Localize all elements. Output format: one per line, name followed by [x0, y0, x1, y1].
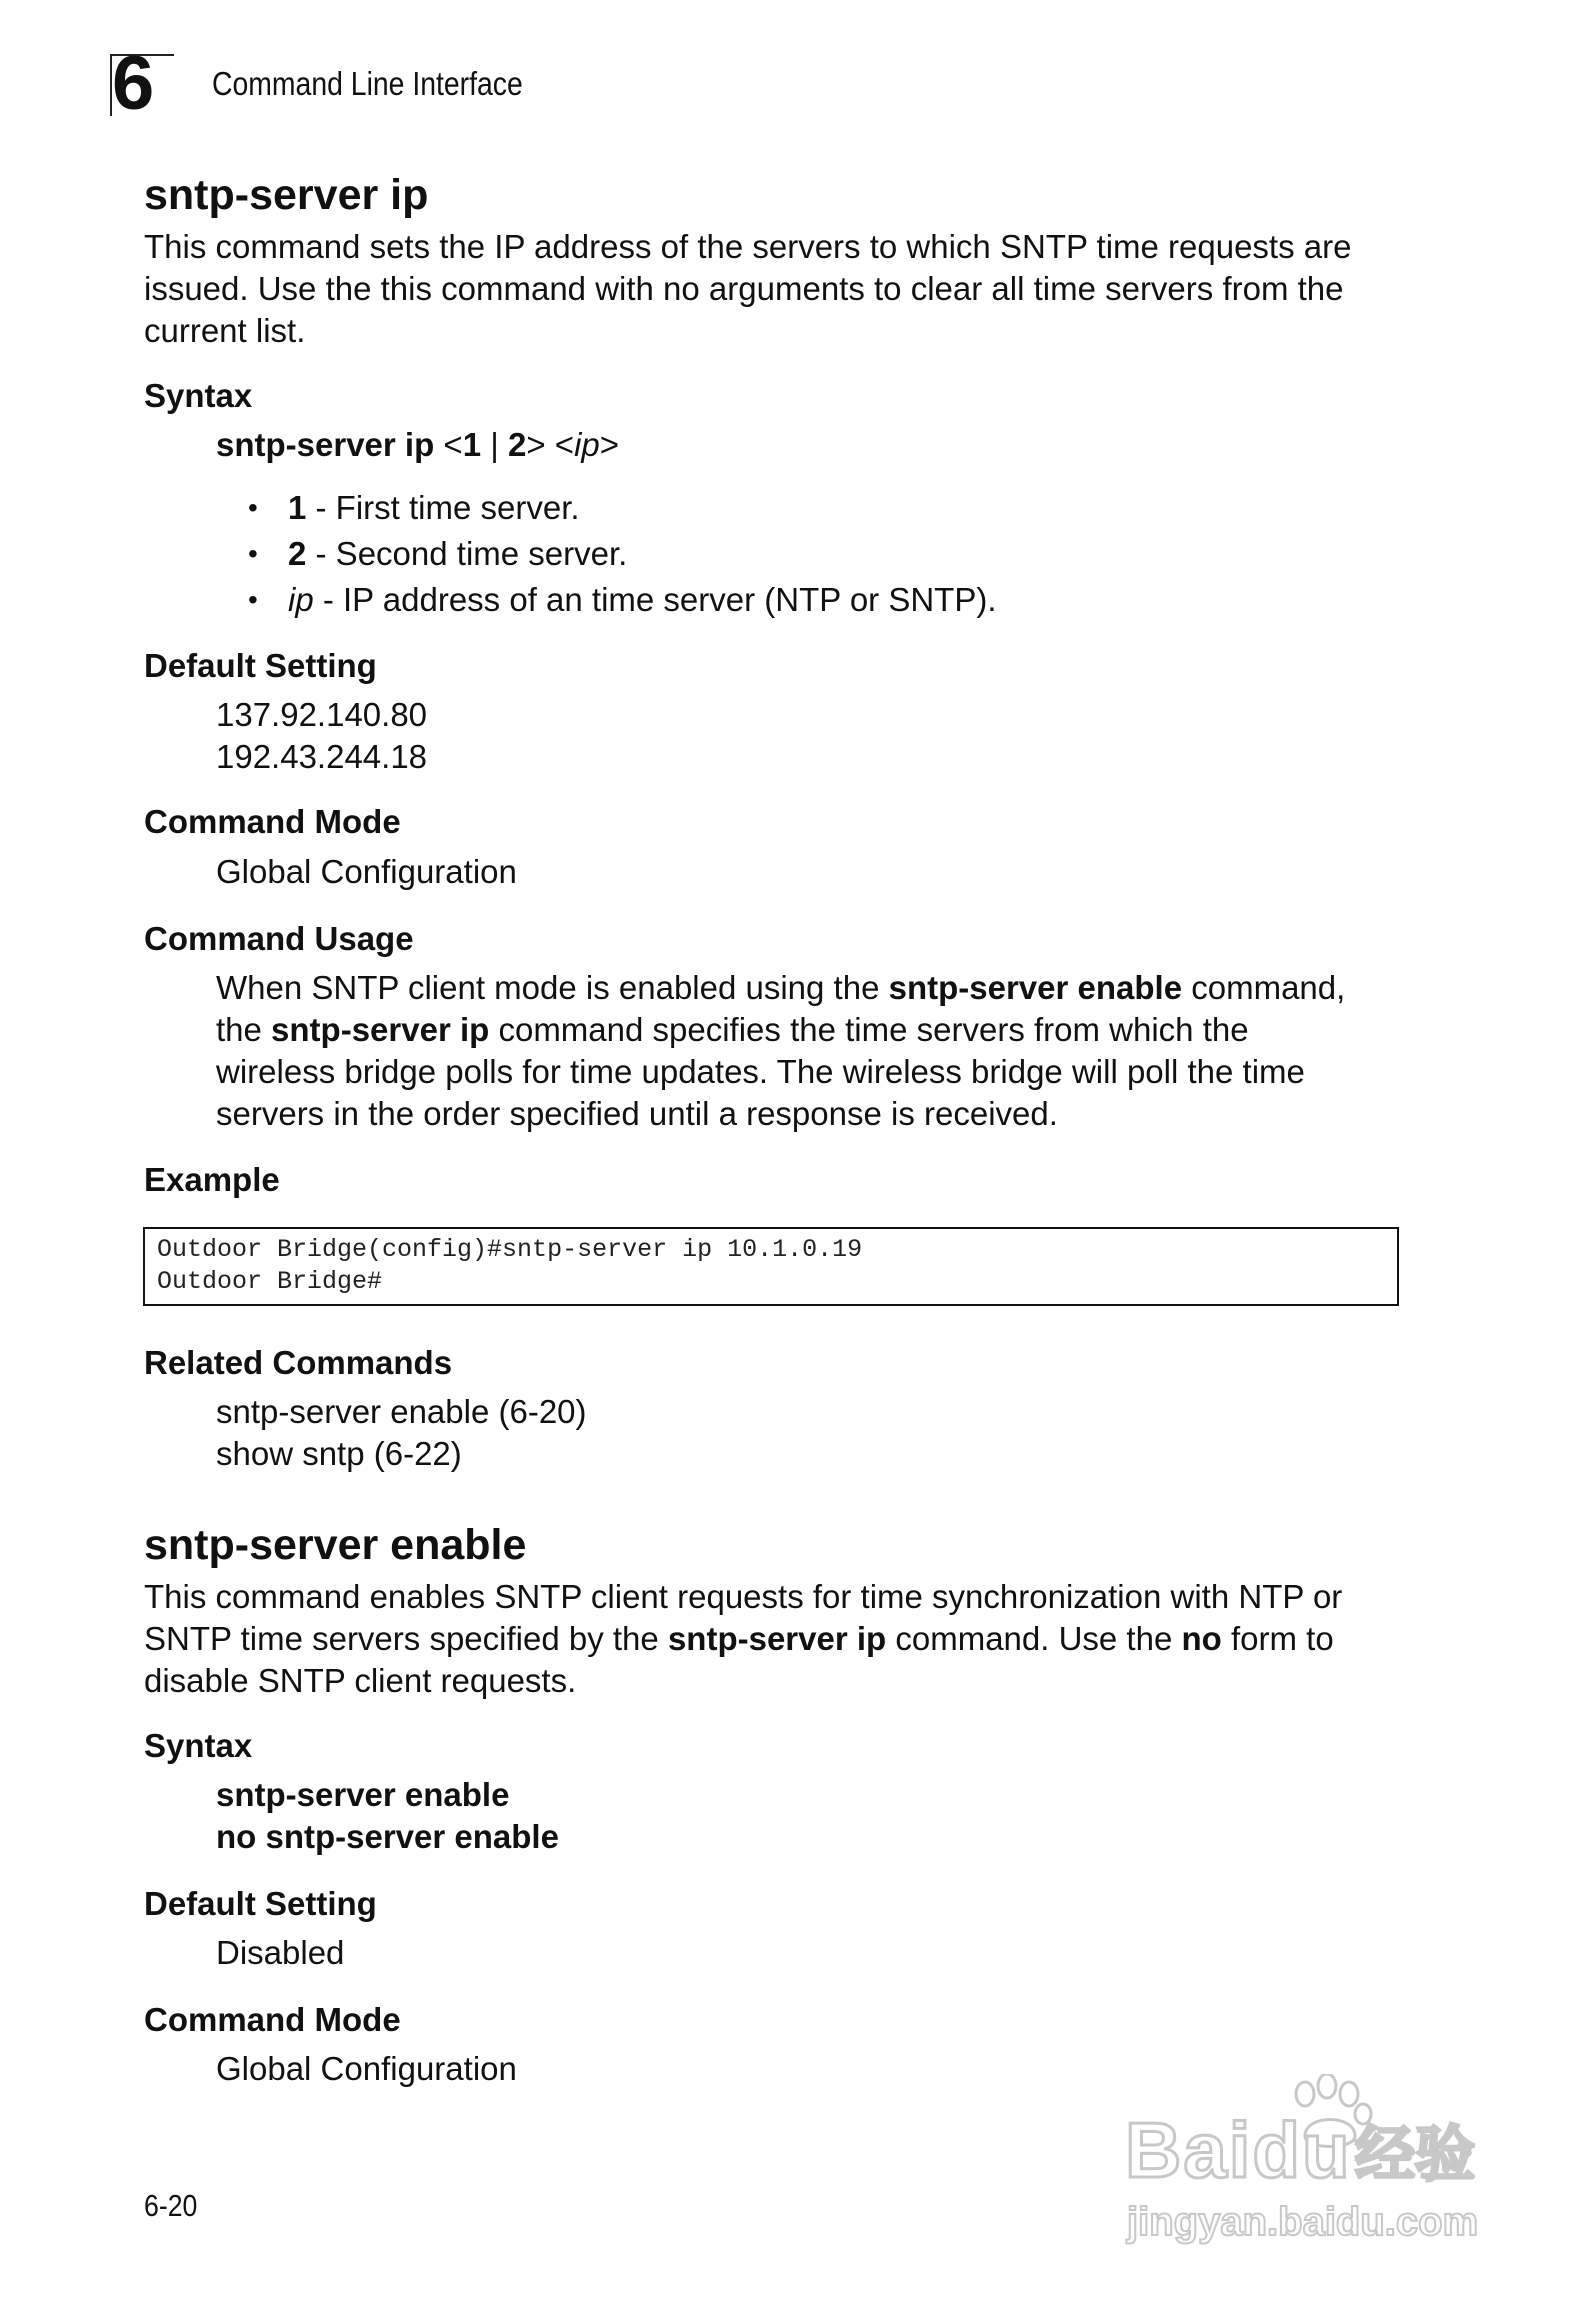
text-span: SNTP time servers specified by the	[144, 1620, 668, 1657]
watermark-brand-du: du	[1252, 2106, 1352, 2194]
syntax-pipe: |	[481, 426, 508, 463]
default-value: 192.43.244.18	[216, 738, 428, 775]
code-line: Outdoor Bridge#	[157, 1267, 383, 1296]
example-heading: Example	[144, 1161, 280, 1198]
command-ref: sntp-server ip	[667, 1620, 887, 1657]
watermark-brand-cn: 经验	[1355, 2121, 1475, 2188]
command-mode-value: Global Configuration	[216, 2050, 517, 2087]
text-line	[216, 967, 1416, 1009]
bullet-term: ip	[288, 581, 314, 618]
syntax-heading: Syntax	[144, 1727, 253, 1764]
syntax-parameter: ip	[574, 426, 600, 463]
syntax-option: 2	[507, 426, 527, 463]
chapter-title: Command Line Interface	[212, 65, 523, 102]
text-span: command,	[1182, 969, 1346, 1006]
command-mode-heading: Command Mode	[144, 803, 401, 840]
bullet-term: 1	[288, 489, 307, 526]
default-setting-values	[216, 694, 1416, 778]
syntax-bracket: >	[526, 426, 546, 463]
bullet-desc: - First time server.	[306, 489, 580, 526]
syntax-bracket: >	[599, 426, 620, 463]
syntax-lines	[216, 1774, 1416, 1858]
chapter-number: 6	[112, 41, 153, 126]
related-commands-heading: Related Commands	[144, 1344, 453, 1381]
code-line: Outdoor Bridge(config)#sntp-server ip 10.1.0.19	[157, 1235, 863, 1264]
text-line: wireless bridge polls for time updates. The wireless bridge will poll the time	[216, 1053, 1305, 1090]
text-span: the	[216, 1011, 272, 1048]
command-mode-value: Global Configuration	[216, 853, 517, 890]
command-usage-text	[216, 967, 1416, 1135]
syntax-bracket: <	[434, 426, 463, 463]
related-command: show sntp (6-22)	[216, 1435, 462, 1472]
syntax-command: sntp-server enable	[216, 1776, 510, 1813]
text-line: current list.	[144, 312, 306, 349]
bullet-term: 2	[288, 535, 307, 572]
watermark-brand-latin: Bai	[1125, 2106, 1253, 2194]
default-setting-value: Disabled	[216, 1934, 345, 1971]
section-title-sntp-server-enable: sntp-server enable	[144, 1521, 527, 1569]
watermark-brand	[1125, 2106, 1352, 2194]
command-ref: sntp-server ip	[271, 1011, 490, 1048]
syntax-line	[216, 424, 1416, 466]
related-command: sntp-server enable (6-20)	[216, 1393, 587, 1430]
section-title-sntp-server-ip: sntp-server ip	[144, 171, 429, 219]
text-span: form to	[1221, 1620, 1334, 1657]
text-line	[144, 1618, 1424, 1660]
command-usage-heading: Command Usage	[144, 920, 414, 957]
text-line: servers in the order specified until a response is received.	[216, 1095, 1058, 1132]
syntax-heading: Syntax	[144, 377, 253, 414]
default-setting-heading: Default Setting	[144, 647, 377, 684]
syntax-command: no sntp-server enable	[216, 1818, 559, 1855]
text-line: issued. Use the this command with no arguments to clear all time servers from the	[144, 270, 1344, 307]
bullet-desc: - IP address of an time server (NTP or SNTP).	[313, 581, 997, 618]
example-code-block	[143, 1227, 1399, 1306]
bullet-icon: •	[248, 538, 258, 569]
text-line: disable SNTP client requests.	[144, 1662, 577, 1699]
bullet-icon: •	[248, 492, 258, 523]
section2-description	[144, 1576, 1424, 1702]
text-span: command specifies the time servers from which the	[489, 1011, 1249, 1048]
text-line: This command enables SNTP client requests for time synchronization with NTP or	[144, 1578, 1343, 1615]
text-line	[216, 1009, 1416, 1051]
section1-description	[144, 226, 1424, 352]
default-setting-heading: Default Setting	[144, 1885, 377, 1922]
text-span: command. Use the	[886, 1620, 1182, 1657]
command-ref: no	[1181, 1620, 1222, 1657]
syntax-option: 1	[462, 426, 482, 463]
bullet-icon: •	[248, 584, 258, 615]
baidu-jingyan-watermark	[1125, 2080, 1505, 2250]
syntax-command: sntp-server ip	[216, 426, 435, 463]
syntax-bracket: <	[545, 426, 575, 463]
page-number: 6-20	[144, 2188, 198, 2223]
bullet-desc: - Second time server.	[306, 535, 628, 572]
command-mode-heading: Command Mode	[144, 2001, 401, 2038]
command-ref: sntp-server enable	[888, 969, 1183, 1006]
default-value: 137.92.140.80	[216, 696, 428, 733]
related-commands-list	[216, 1391, 1416, 1475]
text-line: This command sets the IP address of the servers to which SNTP time requests are	[144, 228, 1352, 265]
watermark-url: jingyan.baidu.com	[1127, 2200, 1479, 2244]
text-span: When SNTP client mode is enabled using the	[216, 969, 889, 1006]
